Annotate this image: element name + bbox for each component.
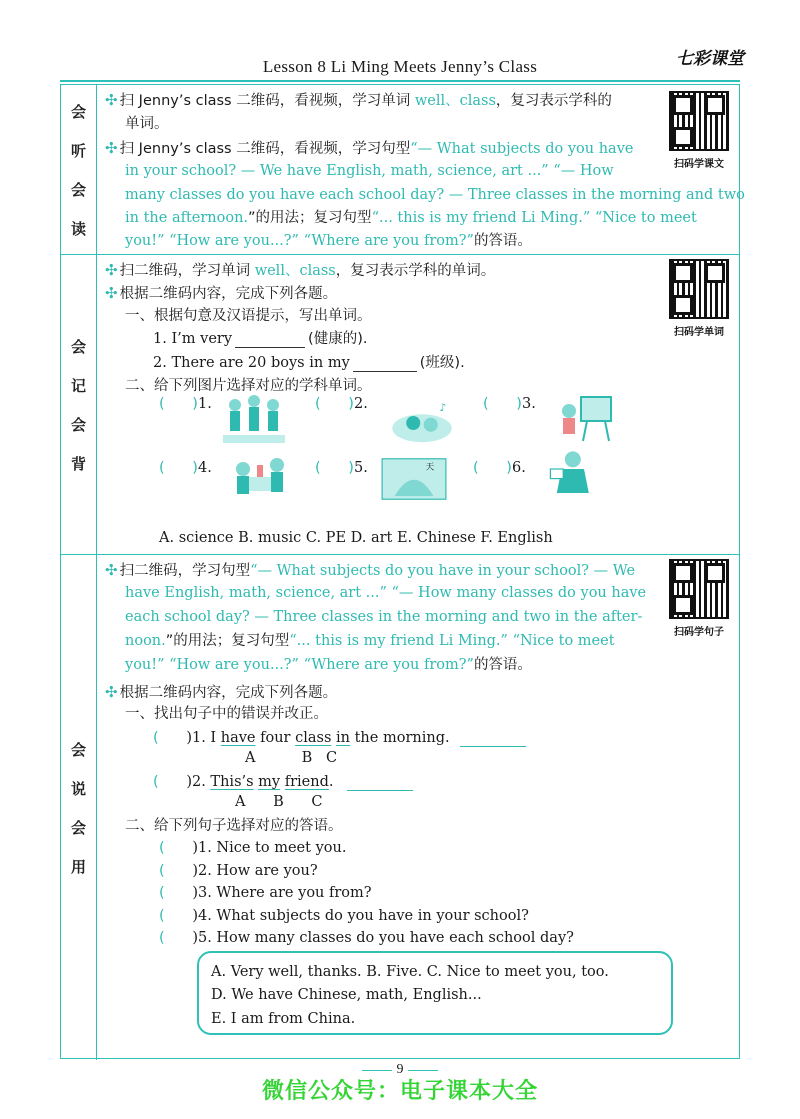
side-label: 会 听 会 读 [61, 85, 97, 254]
error-question: ( )1. I have four class in the morning. [153, 731, 526, 747]
match-question: ( )5. How many classes do you have each school day? [159, 930, 574, 946]
bullet-icon: ✣ [105, 91, 118, 109]
answer-options-box: A. Very well, thanks. B. Five. C. Nice to meet you, too. D. We have Chinese, math, English... E. I am from China. [197, 951, 673, 1035]
music-picture-icon [387, 395, 457, 451]
answer-blank[interactable] [235, 332, 305, 348]
bullet-icon: ✣ [105, 561, 118, 579]
qr-code-icon[interactable] [669, 559, 729, 619]
bullet-icon: ✣ [105, 261, 118, 279]
picture-question: ( )2. [315, 396, 368, 412]
art-picture-icon [551, 389, 621, 445]
qr-caption: 扫码学单词 [674, 327, 724, 338]
qr-caption: 扫码学句子 [674, 627, 724, 638]
match-question: ( )2. How are you? [159, 863, 318, 879]
chinese-picture-icon [379, 451, 449, 507]
pe-picture-icon [219, 391, 289, 447]
subject-options: A. science B. music C. PE D. art E. Chinese F. English [159, 530, 553, 546]
science-picture-icon [227, 451, 297, 507]
page-title: Lesson 8 Li Ming Meets Jenny’s Class [262, 57, 538, 76]
answer-blank[interactable] [347, 775, 413, 791]
picture-question: ( )4. [159, 460, 212, 476]
picture-question: ( )1. [159, 396, 212, 412]
section-memorize: 会 记 会 背 ✣ 扫二维码，学习单词 well、class，复习表示学科的单词。 ✣ 根据二维码内容，完成下列各题。 一、根据句意及汉语提示，写出单词。 1. I’m very (健康的). 2. There are 20 boys in my (班级). 二、给下列图片选择对应的学科单词。 扫码学单词 ( )1. ( )2. ♪ ( )3. ( )4. ( )5. 天 ( )6. A. science B. music C. PE D. art E. Chinese F. English [61, 255, 739, 555]
header-divider [60, 80, 740, 82]
fill-question: 1. I’m very (健康的). [153, 331, 368, 347]
qr-code-icon[interactable] [669, 259, 729, 319]
picture-question: ( )6. [473, 460, 526, 476]
side-label: 会 说 会 用 [61, 555, 97, 1060]
error-question: ( )2. This’s my friend. [153, 775, 413, 791]
picture-question: ( )3. [483, 396, 536, 412]
qr-caption: 扫码学课文 [674, 159, 724, 170]
brand-logo: 七彩课堂 [676, 49, 744, 69]
side-label: 会 记 会 背 [61, 255, 97, 554]
bullet-icon: ✣ [105, 284, 118, 302]
english-picture-icon [537, 445, 607, 501]
bullet-icon: ✣ [105, 683, 118, 701]
match-question: ( )1. Nice to meet you. [159, 840, 347, 856]
qr-code-icon[interactable] [669, 91, 729, 151]
match-question: ( )4. What subjects do you have in your school? [159, 908, 529, 924]
svg-text:♪: ♪ [439, 401, 447, 414]
instruction-line: ✣ 扫 Jenny’s class 二维码，看视频，学习句型“— What subjects do you have [105, 139, 634, 157]
match-question: ( )3. Where are you from? [159, 885, 372, 901]
answer-blank[interactable] [460, 731, 526, 747]
page-number: 9 [396, 1062, 404, 1077]
picture-question: ( )5. [315, 460, 368, 476]
section-speak-use: 会 说 会 用 ✣ 扫二维码，学习句型“— What subjects do you have in your school? — We have English, math, science, art ...” “— How many classes do you have each school day? — Three classes in the morning and two in the after- noon.”的用法；复习句型“... this is my friend Li Ming.” “Nice to meet you!” “How are you...?” “Where are you from?”的答语。 扫码学句子 ✣ 根据二维码内容，完成下列各题。 一、找出句子中的错误并改正。 ( )1. I have four class in the morning. A B C ( )2. This’s my friend. A B C 二、给下列句子选择对应的答语。 ( )1. Nice to meet you. ( )2. How are you? ( )3. Where are you from? ( )4. What subjects do you have in your school? ( )5. How many classes do you have each school day? A. Very well, thanks. B. Five. C. Nice to meet you, too. D. We have Chinese, math, English... E. I am from China. [61, 555, 739, 1060]
svg-text:天: 天 [425, 462, 435, 473]
section-listen-read: 会 听 会 读 ✣ 扫 Jenny’s class 二维码，看视频，学习单词 well、class，复习表示学科的 单词。 ✣ 扫 Jenny’s class 二维码，看视频，学习句型“— What subjects do you have in your school? — We have English, math, science, art ...” “— How many classes do you have each school day? — Three classes in the morning and two in the afternoon.”的用法；复习句型“... this is my friend Li Ming.” “Nice to meet you!” “How are you...?” “Where are you from?”的答语。 扫码学课文 [61, 85, 739, 255]
fill-question: 2. There are 20 boys in my (班级). [153, 355, 465, 371]
instruction-line: ✣ 扫 Jenny’s class 二维码，看视频，学习单词 well、class，复习表示学科的 [105, 91, 612, 109]
footer-watermark: 微信公众号：电子课本大全 [261, 1079, 538, 1104]
answer-blank[interactable] [353, 356, 417, 372]
worksheet-frame [60, 84, 745, 1059]
bullet-icon: ✣ [105, 139, 118, 157]
